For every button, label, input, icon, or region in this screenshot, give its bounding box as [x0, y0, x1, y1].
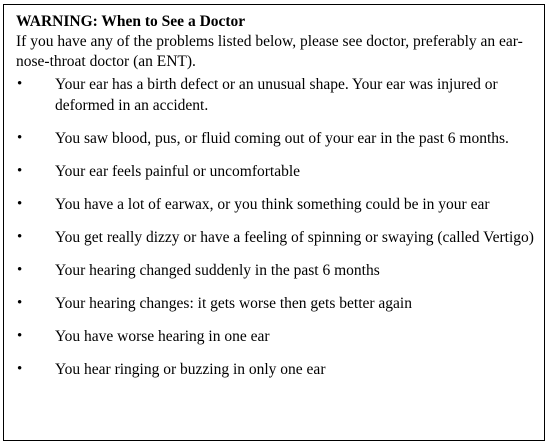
bullet-icon: •: [17, 229, 23, 245]
list-item-text: You saw blood, pus, or fluid coming out of your ear in the past 6 months.: [55, 130, 509, 147]
bullet-icon: •: [17, 163, 23, 179]
list-item: [16, 161, 536, 182]
warning-intro: If you have any of the problems listed below, please see doctor, preferably an ear-nose-throat doctor (an ENT).: [16, 33, 523, 70]
bullet-icon: •: [17, 328, 23, 344]
list-item-text: Your hearing changed suddenly in the past 6 months: [55, 262, 380, 279]
warning-box: [3, 4, 545, 441]
list-item: [16, 74, 536, 116]
list-item: [16, 128, 536, 149]
list-item-text: Your hearing changes: it gets worse then gets better again: [55, 295, 412, 312]
list-item: [16, 260, 536, 281]
symptom-list: [16, 74, 536, 380]
list-item-text: Your ear has a birth defect or an unusual shape. Your ear was injured or deformed in an accident.: [55, 76, 498, 114]
list-item-text: You hear ringing or buzzing in only one ear: [55, 361, 326, 378]
list-item-text: You have worse hearing in one ear: [55, 328, 270, 345]
bullet-icon: •: [17, 295, 23, 311]
list-item-text: You have a lot of earwax, or you think something could be in your ear: [55, 196, 490, 213]
list-item: [16, 293, 536, 314]
list-item: [16, 227, 536, 248]
bullet-icon: •: [17, 361, 23, 377]
bullet-icon: •: [17, 76, 23, 92]
list-item: [16, 359, 536, 380]
list-item: [16, 194, 536, 215]
list-item-text: Your ear feels painful or uncomfortable: [55, 163, 301, 180]
warning-title: WARNING: When to See a Doctor: [16, 13, 246, 30]
bullet-icon: •: [17, 196, 23, 212]
bullet-icon: •: [17, 262, 23, 278]
list-item: [16, 326, 536, 347]
bullet-icon: •: [17, 130, 23, 146]
list-item-text: You get really dizzy or have a feeling of spinning or swaying (called Vertigo): [55, 229, 534, 246]
